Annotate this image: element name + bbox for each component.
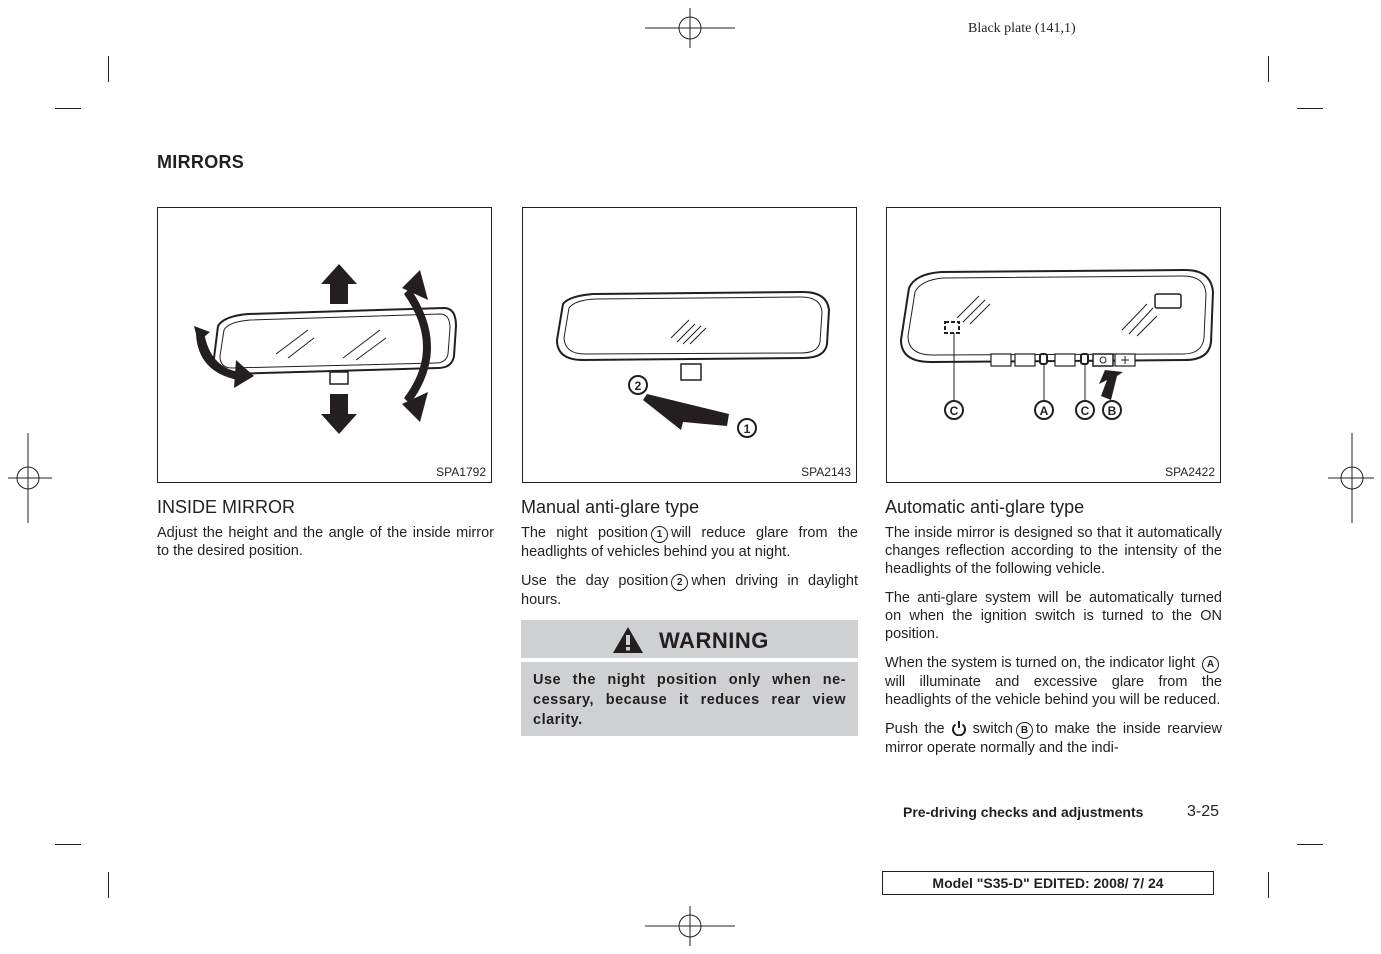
registration-crosshair-icon — [8, 433, 52, 523]
crop-mark — [1297, 108, 1323, 109]
warning-triangle-icon — [611, 625, 645, 655]
column-manual-anti-glare — [521, 496, 858, 736]
registration-crosshair-icon — [645, 906, 735, 946]
lever-arrow-icon — [643, 394, 729, 430]
text-span: Use the day position — [521, 573, 669, 589]
figure-automatic-anti-glare — [886, 207, 1221, 483]
text-span: switch — [972, 721, 1013, 737]
warning-label: WARNING — [659, 628, 769, 653]
figure-manual-anti-glare — [522, 207, 857, 483]
subhead-manual: Manual anti-glare type — [521, 497, 700, 517]
registration-crosshair-icon — [645, 8, 735, 48]
figure-code: SPA2143 — [801, 465, 851, 479]
page-number: 3-25 — [1187, 803, 1220, 820]
text-span: to make the inside rearview mirror operate normally and the indi- — [885, 721, 1222, 756]
figure-inside-mirror — [157, 207, 492, 483]
marker-1: 1 — [651, 526, 668, 543]
subhead-automatic: Automatic anti-glare type — [885, 497, 1085, 517]
text-span: when driving in daylight hours. — [521, 573, 858, 608]
crop-mark — [55, 108, 81, 109]
warning-header — [521, 620, 858, 658]
paragraph — [521, 524, 858, 561]
crop-mark — [1297, 844, 1323, 845]
registration-crosshair-icon — [1328, 433, 1374, 523]
plate-label: Black plate (141,1) — [968, 21, 1076, 36]
paragraph — [885, 720, 1222, 757]
inside-mirror-illustration — [158, 208, 493, 484]
automatic-mirror-illustration — [887, 208, 1222, 484]
figure-code: SPA1792 — [436, 465, 486, 479]
callout-c: C — [949, 404, 959, 418]
paragraph — [521, 572, 858, 609]
marker-a: A — [1202, 656, 1219, 673]
text-span: Push the — [885, 721, 945, 737]
paragraph: The anti-glare system will be automatically turned on when the ignition switch is turned to the ON position. — [885, 590, 1222, 642]
power-switch-icon — [951, 720, 967, 736]
column-automatic-anti-glare — [885, 496, 1222, 757]
arrow-up-icon — [321, 264, 357, 304]
callout-c: C — [1080, 404, 1090, 418]
callout-1: 1 — [743, 422, 751, 436]
crop-mark — [1268, 56, 1269, 82]
callout-a: A — [1039, 404, 1049, 418]
figure-code: SPA2422 — [1165, 465, 1215, 479]
marker-b: B — [1016, 722, 1033, 739]
crop-mark — [1268, 872, 1269, 898]
model-edited-box: Model "S35-D" EDITED: 2008/ 7/ 24 — [882, 871, 1214, 895]
callout-2: 2 — [634, 379, 642, 393]
text-span: The night position — [521, 525, 648, 541]
manual-mirror-illustration — [523, 208, 858, 484]
footer-section-title: Pre-driving checks and adjustments — [903, 804, 1144, 820]
crop-mark — [108, 872, 109, 898]
column-inside-mirror — [157, 496, 494, 571]
callout-b: B — [1107, 404, 1117, 418]
warning-body: Use the night position only when ne-cessary, because it reduces rear view clarity. — [521, 662, 858, 736]
crop-mark — [108, 56, 109, 82]
arrow-down-icon — [321, 394, 357, 434]
text-span: When the system is turned on, the indicator light — [885, 655, 1195, 671]
marker-2: 2 — [671, 574, 688, 591]
text-span: will reduce glare from the headlights of vehicles behind you at night. — [521, 525, 858, 560]
text-span: will illuminate and excessive glare from the headlights of the vehicle behind you will be reduced. — [885, 674, 1222, 708]
paragraph — [885, 654, 1222, 709]
section-title: MIRRORS — [157, 152, 245, 172]
crop-mark — [55, 844, 81, 845]
push-arrow-icon — [1099, 370, 1123, 400]
subhead-inside-mirror: INSIDE MIRROR — [157, 497, 296, 517]
paragraph: The inside mirror is designed so that it automatically changes reflection according to the intensity of the headlights of the following vehicle. — [885, 525, 1222, 577]
paragraph: Adjust the height and the angle of the inside mirror to the desired position. — [157, 525, 494, 559]
